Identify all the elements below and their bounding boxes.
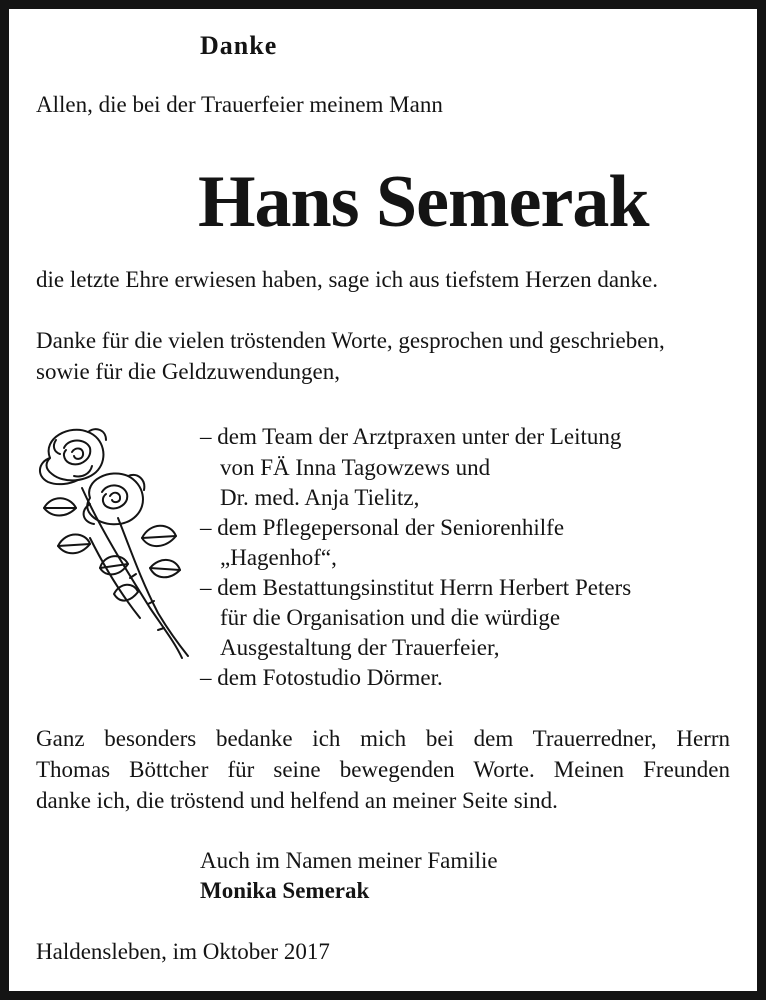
- rose-icon: [30, 418, 198, 670]
- signer-name: Monika Semerak: [200, 878, 370, 903]
- list-line-9: – dem Fotostudio Dörmer.: [200, 665, 443, 690]
- rose-stem-1: [82, 488, 182, 658]
- deceased-name: Hans Semerak: [198, 161, 649, 243]
- notice-heading: Danke: [200, 31, 278, 60]
- list-line-8: Ausgestaltung der Trauerfeier,: [220, 635, 500, 660]
- list-line-5: „Hagenhof“,: [220, 545, 337, 570]
- list-line-6: – dem Bestattungsinstitut Herrn Herbert Peters: [200, 575, 632, 600]
- leaf-1: [44, 498, 76, 515]
- family-line: Auch im Namen meiner Familie: [200, 848, 498, 873]
- place-date: Haldensleben, im Oktober 2017: [36, 939, 330, 964]
- special-line-3: danke ich, die tröstend und helfend an meiner Seite sind.: [36, 788, 558, 813]
- list-line-2: von FÄ Inna Tagowzews und: [220, 455, 491, 480]
- thanks-line-1: Danke für die vielen tröstenden Worte, gesprochen und geschrieben,: [36, 328, 665, 353]
- rose-stem-2: [118, 518, 188, 656]
- special-line-1: Ganz besonders bedanke ich mich bei dem Trauerredner, Herrn: [36, 726, 730, 751]
- list-line-3: Dr. med. Anja Tielitz,: [220, 485, 420, 510]
- special-line-2: Thomas Böttcher für seine bewegenden Worte. Meinen Freunden: [36, 757, 730, 782]
- intro-text: Allen, die bei der Trauerfeier meinem Mann: [36, 92, 443, 117]
- upper-rose: [40, 429, 106, 484]
- line-after-name: die letzte Ehre erwiesen haben, sage ich aus tiefstem Herzen danke.: [36, 267, 658, 292]
- list-line-1: – dem Team der Arztpraxen unter der Leitung: [200, 424, 622, 449]
- list-line-4: – dem Pflegepersonal der Seniorenhilfe: [200, 515, 565, 540]
- list-line-7: für die Organisation und die würdige: [220, 605, 561, 630]
- lower-rose: [84, 473, 145, 524]
- thanks-line-2: sowie für die Geldzuwendungen,: [36, 359, 341, 384]
